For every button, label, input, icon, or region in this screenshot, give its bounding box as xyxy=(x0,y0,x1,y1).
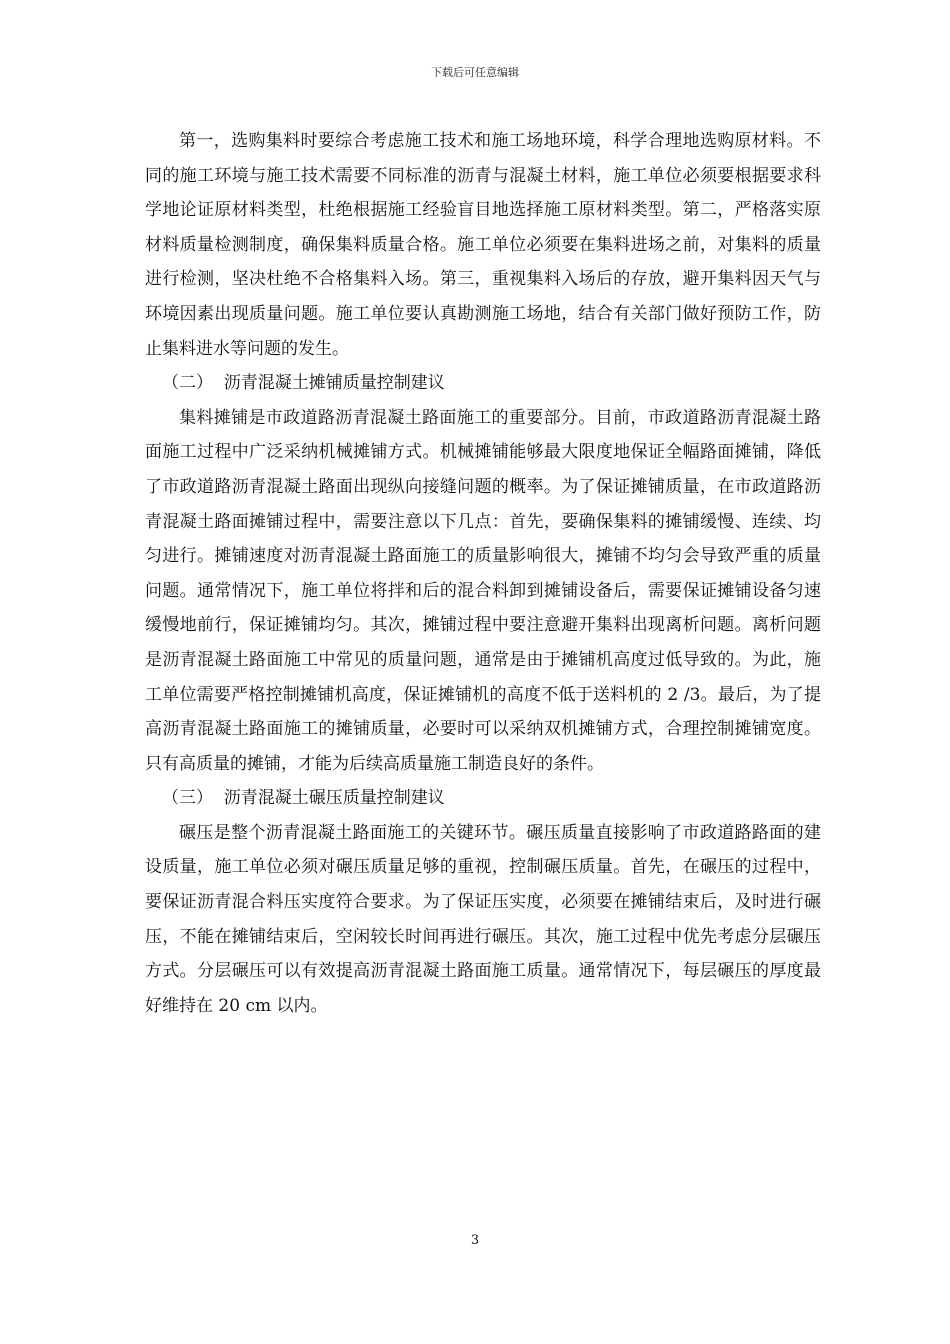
paragraph-paving: 集料摊铺是市政道路沥青混凝土路面施工的重要部分。目前，市政道路沥青混凝土路面施工过程中广泛采纳机械摊铺方式。机械摊铺能够最大限度地保证全幅路面摊铺，降低了市政道路沥青混凝土路面出现纵向接缝问题的概率。为了保证摊铺质量，在市政道路沥青混凝土路面摊铺过程中，需要注意以下几点：首先，要确保集料的摊铺缓慢、连续、均匀进行。摊铺速度对沥青混凝土路面施工的质量影响很大，摊铺不均匀会导致严重的质量问题。通常情况下，施工单位将拌和后的混合料卸到摊铺设备后，需要保证摊铺设备匀速缓慢地前行，保证摊铺均匀。其次，摊铺过程中要注意避开集料出现离析问题。离析问题是沥青混凝土路面施工中常见的质量问题，通常是由于摊铺机高度过低导致的。为此，施工单位需要严格控制摊铺机高度，保证摊铺机的高度不低于送料机的 2 /3。最后，为了提高沥青混凝土路面施工的摊铺质量，必要时可以采纳双机摊铺方式，合理控制摊铺宽度。只有高质量的摊铺，才能为后续高质量施工制造良好的条件。 xyxy=(145,407,821,774)
page-header: 下载后可任意编辑 xyxy=(431,66,519,79)
paragraph-material-selection: 第一，选购集料时要综合考虑施工技术和施工场地环境，科学合理地选购原材料。不同的施工环境与施工技术需要不同标准的沥青与混凝土材料，施工单位必须要根据要求科学地论证原材料类型，杜绝根据施工经验盲目地选择施工原材料类型。第二，严格落实原材料质量检测制度，确保集料质量合格。施工单位必须要在集料进场之前，对集料的质量进行检测，坚决杜绝不合格集料入场。第三，重视集料入场后的存放，避开集料因天气与环境因素出现质量问题。施工单位要认真勘测施工场地，结合有关部门做好预防工作，防止集料进水等问题的发生。 xyxy=(145,131,821,359)
section-heading-paving: （二） 沥青混凝土摊铺质量控制建议 xyxy=(162,373,445,394)
section-heading-compaction: （三） 沥青混凝土碾压质量控制建议 xyxy=(162,788,445,809)
document-body xyxy=(145,124,821,1023)
paragraph-compaction: 碾压是整个沥青混凝土路面施工的关键环节。碾压质量直接影响了市政道路路面的建设质量，施工单位必须对碾压质量足够的重视，控制碾压质量。首先，在碾压的过程中，要保证沥青混合料压实度符合要求。为了保证压实度，必须要在摊铺结束后，及时进行碾压，不能在摊铺结束后，空闲较长时间再进行碾压。其次，施工过程中优先考虑分层碾压方式。分层碾压可以有效提高沥青混凝土路面施工质量。通常情况下，每层碾压的厚度最好维持在 20 cm 以内。 xyxy=(145,822,821,1016)
page-number: 3 xyxy=(470,1233,480,1248)
